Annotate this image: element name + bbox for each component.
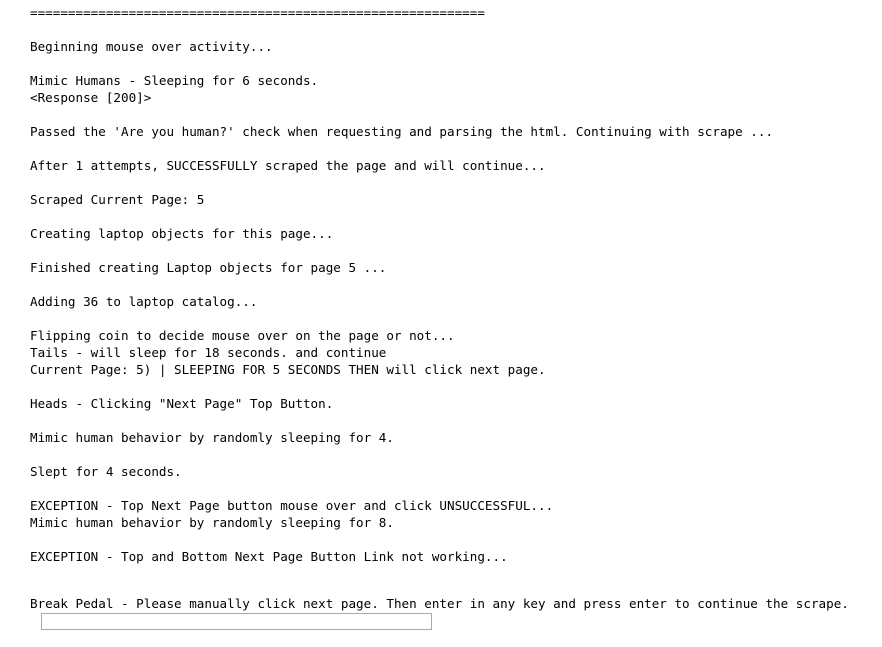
- console-line: Heads - Clicking "Next Page" Top Button.: [30, 396, 334, 411]
- console-line: [30, 242, 773, 259]
- break-pedal-prompt: Break Pedal - Please manually click next page. Then enter in any key and press enter to continue the scrape.: [30, 596, 849, 611]
- console-output: [30, 4, 773, 565]
- console-line: Flipping coin to decide mouse over on the page or not...: [30, 328, 455, 343]
- console-line: [30, 276, 773, 293]
- console-line: Tails - will sleep for 18 seconds. and continue: [30, 345, 387, 360]
- console-line: EXCEPTION - Top Next Page button mouse over and click UNSUCCESSFUL...: [30, 498, 554, 513]
- console-line: [30, 106, 773, 123]
- console-line: [30, 174, 773, 191]
- console-line: [30, 480, 773, 497]
- console-line: [30, 310, 773, 327]
- console-line: After 1 attempts, SUCCESSFULLY scraped the page and will continue...: [30, 158, 546, 173]
- console-line: [30, 378, 773, 395]
- console-line: Adding 36 to laptop catalog...: [30, 294, 258, 309]
- console-line: [30, 55, 773, 72]
- console-line: Finished creating Laptop objects for page 5 ...: [30, 260, 387, 275]
- key-input-field[interactable]: [41, 613, 432, 630]
- console-line: [30, 21, 773, 38]
- console-line: Slept for 4 seconds.: [30, 464, 182, 479]
- console-line: [30, 140, 773, 157]
- console-line: Mimic human behavior by randomly sleeping for 4.: [30, 430, 394, 445]
- console-line: [30, 412, 773, 429]
- console-line: [30, 446, 773, 463]
- console-line: Scraped Current Page: 5: [30, 192, 205, 207]
- console-line: Mimic human behavior by randomly sleeping for 8.: [30, 515, 394, 530]
- console-line: Current Page: 5) | SLEEPING FOR 5 SECONDS THEN will click next page.: [30, 362, 546, 377]
- console-line: Beginning mouse over activity...: [30, 39, 273, 54]
- console-line: <Response [200]>: [30, 90, 152, 105]
- console-line: Creating laptop objects for this page...: [30, 226, 334, 241]
- console-line: [30, 208, 773, 225]
- console-line: ============================================================: [30, 5, 485, 20]
- console-line: Passed the 'Are you human?' check when requesting and parsing the html. Continuing with scrape ...: [30, 124, 774, 139]
- console-line: EXCEPTION - Top and Bottom Next Page Button Link not working...: [30, 549, 508, 564]
- console-line: Mimic Humans - Sleeping for 6 seconds.: [30, 73, 319, 88]
- console-line: [30, 531, 773, 548]
